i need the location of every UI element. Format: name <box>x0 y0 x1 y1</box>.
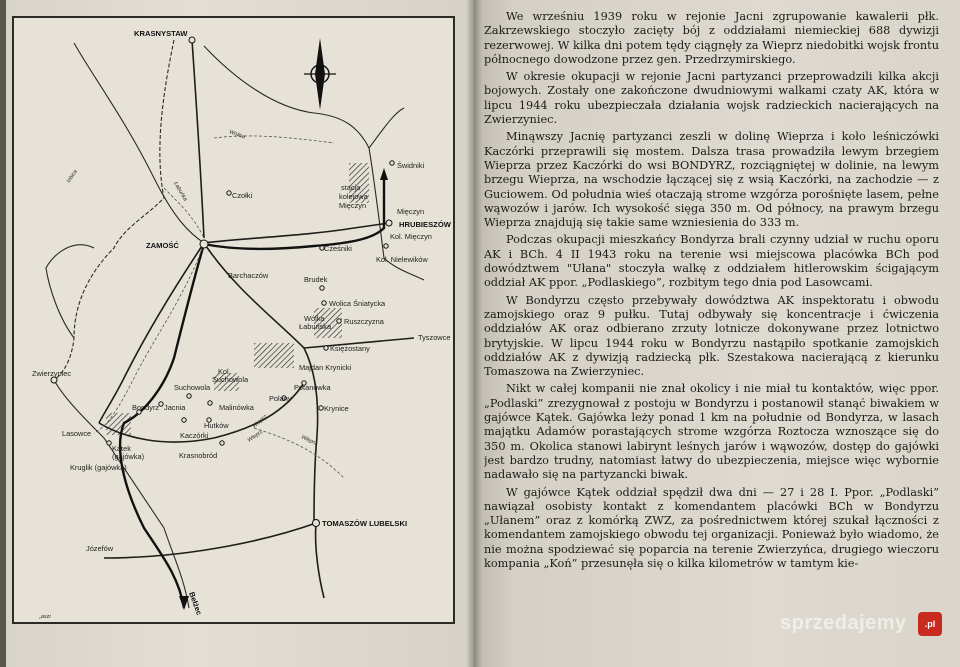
map-label-wolka: Wólka <box>304 314 325 323</box>
map-label-jacnia: Jacnia <box>164 403 186 412</box>
map-label-krynice: Krynice <box>324 404 349 413</box>
article-text <box>484 10 939 667</box>
map-label-krasnobrod: Krasnobród <box>179 451 218 460</box>
watermark-badge: .pl <box>918 612 942 636</box>
watermark-text: sprzedajemy <box>780 612 907 634</box>
route-arrows <box>179 168 388 610</box>
map-label-kaczorki: Kaczórki <box>180 431 209 440</box>
map-label-barchaczow: Barchaczów <box>228 271 269 280</box>
book-gutter <box>466 0 482 667</box>
map-label-kol: Kol. <box>218 367 231 376</box>
map-label-wieprz-river-2: Wieprz <box>300 434 319 448</box>
paragraph: Podczas okupacji mieszkańcy Bondyrza brali czynny udział w ruchu oporu AK i BCh. 4 II 1943 roku na terenie wsi miejscowa placówka BCh pod dowództwem "Ułana" stoczyła walkę z oddziałem hitlerowskim ścigającym oddział AK ppor. „Podlaskiego”, rozbitym tego dnia pod Lasowcami. <box>484 233 939 290</box>
map-label-potanowka: Potanówka <box>294 383 331 392</box>
map-label-jozefow: Józefów <box>86 544 114 553</box>
map-label-kol-mieczyn: Kol. Mięczyn <box>390 232 432 241</box>
map-label-zamosc: ZAMOŚĆ <box>146 241 179 250</box>
map-label-czolki: Czołki <box>232 191 253 200</box>
map-label-katek: Kątek <box>112 444 131 453</box>
map-label-bondyrz: Bondyrz <box>132 403 160 412</box>
route-map <box>14 18 453 622</box>
map-label-stacja-mieczyn: Mięczyn <box>339 201 367 210</box>
paragraph: We wrześniu 1939 roku w rejonie Jacni zgrupowanie kawalerii płk. Zakrzewskiego stoczyło zacięty bój z oddziałami niemieckiej 688 dywizji rezerwowej. W kilka dni potem tędy ciągnęły za Wieprz niedobitki wojsk frontu północnego dowodzone przez gen. Przedrzymirskiego. <box>484 10 939 66</box>
map-label-zwierzyniec: Zwierzyniec <box>32 369 72 378</box>
map-label-swidniki: Świdniki <box>397 161 425 170</box>
map-label-kolejowa: kolejowa <box>339 192 368 201</box>
paragraph: W Bondyrzu często przebywały dowództwa AK inspektoratu i obwodu zamojskiego oraz 9 pułku. Tutaj odbywały się koncentracje i ćwiczenia oddziałów AK oraz odbierano zrzuty lotnicze dokonywane przez lotnictwo brytyjskie. W lipcu 1944 roku w Bondyrzu nastąpiło spotkanie zamojskich oddziałów AK z dywizją radziecką płk. Szestakowa nacierającą z kierunku Tomaszowa na Zwierzyniec. <box>484 293 939 379</box>
map-label-malinowka: Malinówka <box>219 403 254 412</box>
map-label-majdan: Majdan Krynicki <box>299 363 352 372</box>
paragraph: Nikt w całej kompanii nie znał okolicy i nie miał tu kontaktów, więc ppor. „Podlaski” zrezygnował z postoju w Bondyrzu i postanowił stanąć biwakiem w gajówce Kątek. Gajówka leży ponad 1 km na południe od Bondyrza, w lasach majątku Adamów porastających strome wzgórza Roztocza wznoszące się do 350 m. Okolica stanowi labirynt leśnych jarów i wąwozów, dostęp do gajówki jest bardzo trudny, natomiast łatwy do ubezpieczenia, miejsce więc wybornie nadawało się na partyzancki biwak. <box>484 382 939 482</box>
map-label-gajowka: (gajówka) <box>112 452 145 461</box>
map-label-tyszowce: Tyszowce <box>418 333 451 342</box>
paragraph: W okresie okupacji w rejonie Jacni partyzanci przeprowadzili kilka akcji bojowych. Zostały one zakończone dwudniowymi walkami czaty AK, która w lipcu 1944 roku ubezpieczała działania wojsk radzieckich nacierających na Zwierzyniec. <box>484 70 939 127</box>
map-label-hutkow: Hutków <box>204 421 229 430</box>
map-label-wieprz-river: Wieprz <box>251 413 269 430</box>
map-label-belzec: Bełżec <box>187 590 204 617</box>
map-label-kruglik: Kruglik (gajówka) <box>70 463 127 472</box>
map-label-ruszczyzna: Ruszczyzna <box>344 317 384 326</box>
place-markers <box>51 37 394 527</box>
map-label-kol-nielewikow: Kol. Nielewików <box>376 255 428 264</box>
map-label-izbica: Izbica <box>65 168 79 185</box>
map-label-brudek: Brudek <box>304 275 328 284</box>
map-label-krasnystaw: KRASNYSTAW <box>134 29 188 38</box>
map-label-wolica: Wolica Śniatycka <box>329 299 386 308</box>
map-label-labunska: Łabuńska <box>299 322 332 331</box>
map-label-lasowce: Lasowce <box>62 429 92 438</box>
map-label-czesniki: Cześniki <box>324 244 352 253</box>
paragraph: Minąwszy Jacnię partyzanci zeszli w dolinę Wieprza i koło leśniczówki Kaczórki przeprawili się mostem. Dalsza trasa prowadziła lewym brzegiem Wieprza przez Kaczórki do wsi BONDYRZ, rozciągniętej w dolinie, na lewym brzegu Wieprza, na wschodzie łączącej się z wsią Kaczórki, na zachodzie — z Guciowem. Od południa wieś otaczają strome wzgórza porośnięte lasem, pełne wąwozów i jarów. Ich wysokość sięga 350 m. Od północy, na prawym brzegu Wieprza znajdują się takie same wzniesienia do 333 m. <box>484 130 939 230</box>
map-label-labunka-river: Łabuńka <box>172 181 189 203</box>
map-label-wolica-river: Wolica <box>228 129 246 141</box>
map-label-suchowola: Suchowola <box>174 383 211 392</box>
north-arrow-icon <box>304 38 336 110</box>
map-signature: „aszi <box>39 614 51 620</box>
map-label-stacja: stacja <box>341 183 361 192</box>
map-label-polany: Polany <box>269 394 292 403</box>
map-label-kol-suchowola: Suchowola <box>212 375 249 384</box>
map-label-hrubieszow: HRUBIESZÓW <box>399 220 451 229</box>
map-label-mieczyn: Mięczyn <box>397 207 425 216</box>
map-label-wieprz-river-3: Wieprz <box>246 428 265 444</box>
map-frame <box>12 16 455 624</box>
map-label-tomaszow: TOMASZÓW LUBELSKI <box>322 519 408 528</box>
map-label-ksiezostany: Księżostany <box>330 344 370 353</box>
paragraph: W gajówce Kątek oddział spędził dwa dni — 27 i 28 I. Ppor. „Podlaski” nawiązał osobisty kontakt z komendantem placówki BCh w Bondyrzu „Ułanem” oraz z komórką ZWZ, za pośrednictwem której szukał łączności z komendantem zamojskiego obwodu tej organizacji. Ponieważ było wiadomo, że nie można spodziewać się poparcia na terenie Zwierzyńca, drugiego wieczoru kompania „Koń” przesunęła się o kilka kilometrów w tamtym kie- <box>484 485 939 570</box>
map-labels <box>32 29 452 620</box>
